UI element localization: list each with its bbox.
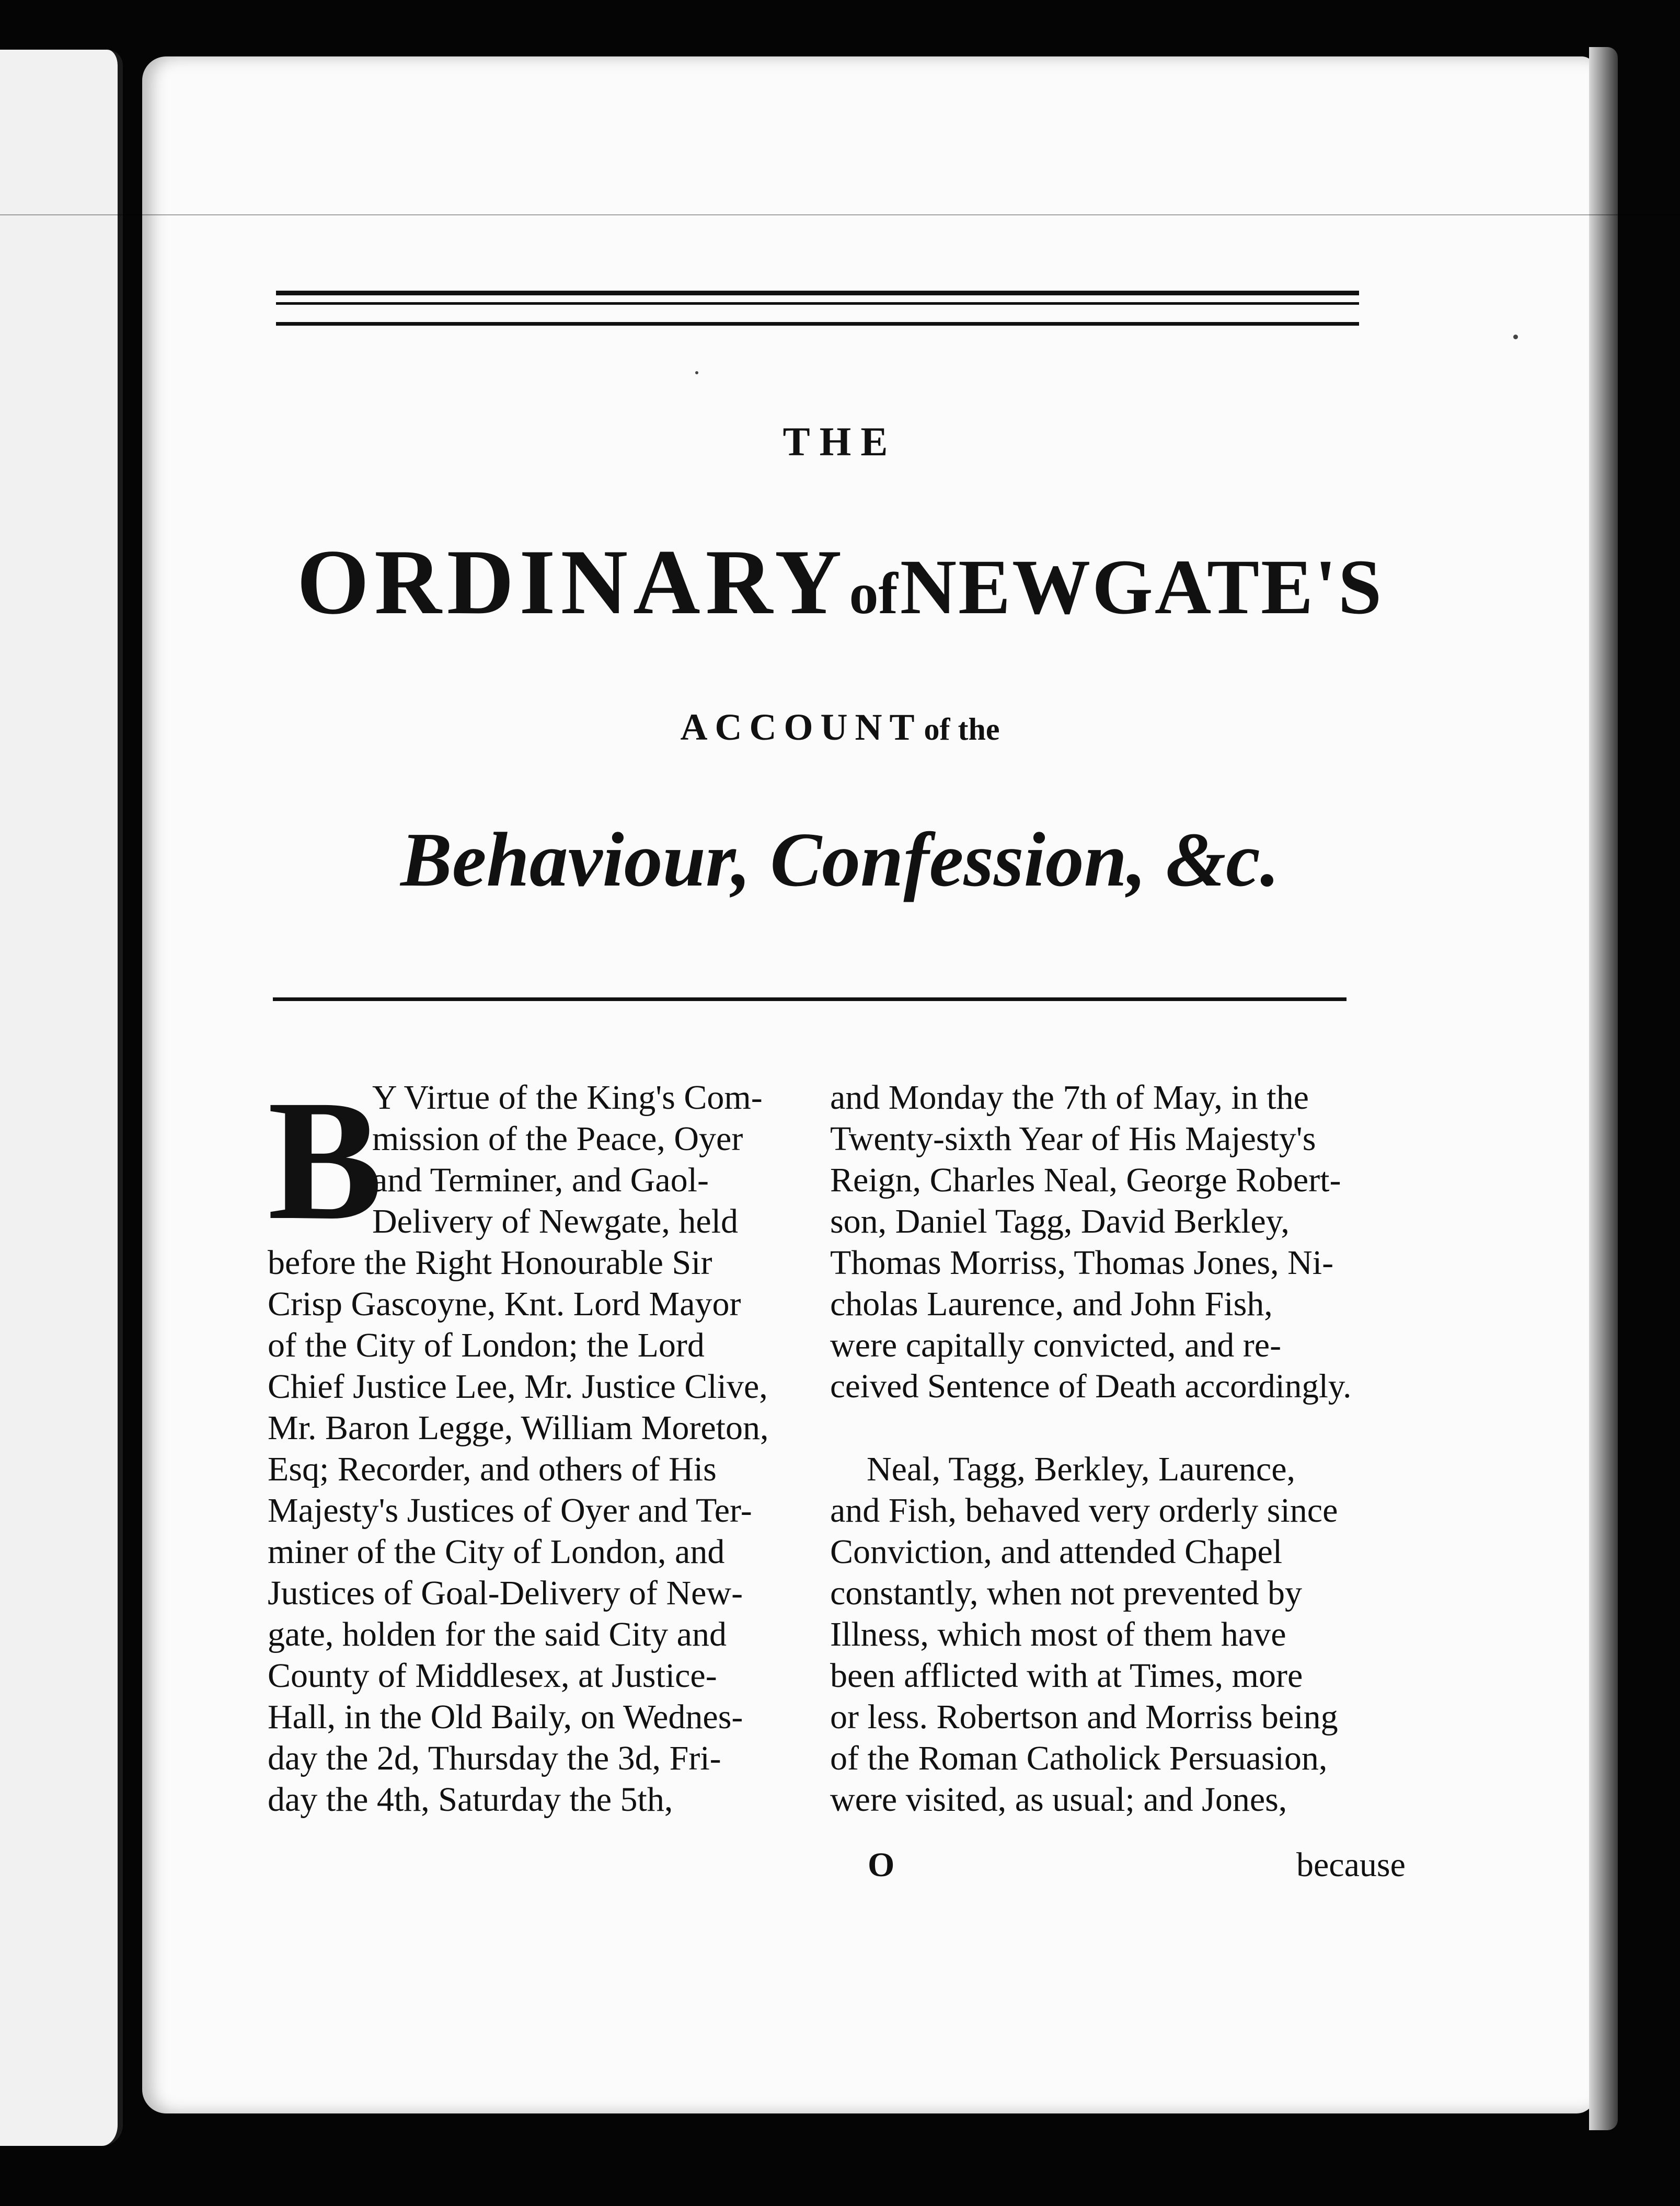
catchword: because bbox=[1296, 1846, 1406, 1884]
text-line: were visited, as usual; and Jones, bbox=[830, 1780, 1287, 1819]
text-line: or less. Robertson and Morriss being bbox=[830, 1698, 1338, 1736]
text-line: Twenty-sixth Year of His Majesty's bbox=[830, 1120, 1316, 1158]
text-line: Crisp Gascoyne, Knt. Lord Mayor bbox=[268, 1285, 741, 1323]
text-line: Conviction, and attended Chapel bbox=[830, 1533, 1283, 1571]
top-rule-thick bbox=[276, 291, 1359, 295]
title-newgates: NEWGATE'S bbox=[900, 544, 1384, 630]
title-of: of bbox=[849, 561, 898, 626]
facing-page-edge bbox=[0, 50, 123, 2146]
text-line: ceived Sentence of Death accordingly. bbox=[830, 1368, 1352, 1405]
ink-speck bbox=[695, 371, 698, 374]
text-line: Y Virtue of the King's Com- bbox=[372, 1078, 763, 1117]
signature-mark: O bbox=[868, 1846, 895, 1884]
text-line: Illness, which most of them have bbox=[830, 1615, 1286, 1653]
text-line: Neal, Tagg, Berkley, Laurence, bbox=[867, 1450, 1296, 1488]
text-line: day the 4th, Saturday the 5th, bbox=[268, 1780, 673, 1819]
text-line: gate, holden for the said City and bbox=[268, 1615, 727, 1653]
text-line: before the Right Honourable Sir bbox=[268, 1244, 712, 1282]
text-line: cholas Laurence, and John Fish, bbox=[830, 1285, 1273, 1323]
text-line: Delivery of Newgate, held bbox=[372, 1202, 739, 1240]
text-line: miner of the City of London, and bbox=[268, 1533, 725, 1571]
title-of-the: of the bbox=[924, 712, 1000, 746]
text-line: Hall, in the Old Baily, on Wednes- bbox=[268, 1698, 743, 1736]
top-rule-thin bbox=[276, 302, 1359, 305]
text-line: been afflicted with at Times, more bbox=[830, 1657, 1303, 1695]
text-line: mission of the Peace, Oyer bbox=[372, 1120, 743, 1158]
text-line: son, Daniel Tagg, David Berkley, bbox=[830, 1202, 1290, 1240]
right-column bbox=[830, 1077, 1359, 1820]
text-line: Reign, Charles Neal, George Robert- bbox=[830, 1161, 1341, 1199]
top-rule-lower bbox=[276, 322, 1359, 326]
title-subtitle: Behaviour, Confession, &c. bbox=[400, 817, 1280, 903]
text-line: of the Roman Catholick Persuasion, bbox=[830, 1739, 1328, 1777]
drop-cap: B bbox=[268, 1065, 383, 1256]
title-main bbox=[0, 528, 1680, 636]
ink-speck bbox=[1513, 335, 1518, 339]
text-line: were capitally convicted, and re- bbox=[830, 1326, 1282, 1364]
title-ordinary: ORDINARY bbox=[296, 530, 847, 634]
scan-line bbox=[0, 214, 1680, 215]
text-line: and Fish, behaved very orderly since bbox=[830, 1491, 1338, 1530]
section-rule bbox=[273, 997, 1347, 1001]
text-line: Chief Justice Lee, Mr. Justice Clive, bbox=[268, 1368, 768, 1406]
text-line: day the 2d, Thursday the 3d, Fri- bbox=[268, 1739, 721, 1777]
title-the: THE bbox=[783, 419, 897, 464]
text-line: Majesty's Justices of Oyer and Ter- bbox=[268, 1491, 752, 1530]
text-line: County of Middlesex, at Justice- bbox=[268, 1657, 717, 1695]
text-line: and Terminer, and Gaol- bbox=[372, 1161, 709, 1199]
left-column bbox=[268, 1065, 796, 1820]
text-line: Thomas Morriss, Thomas Jones, Ni- bbox=[830, 1244, 1334, 1282]
paragraph-gap bbox=[830, 1407, 1359, 1449]
text-line: constantly, when not prevented by bbox=[830, 1574, 1302, 1612]
text-line: of the City of London; the Lord bbox=[268, 1326, 705, 1364]
title-account-line bbox=[0, 706, 1680, 749]
title-account: ACCOUNT bbox=[680, 706, 922, 748]
text-line: Mr. Baron Legge, William Moreton, bbox=[268, 1409, 769, 1447]
text-line: Justices of Goal-Delivery of New- bbox=[268, 1574, 743, 1612]
page-stack-edge bbox=[1589, 47, 1618, 2130]
text-line: and Monday the 7th of May, in the bbox=[830, 1078, 1309, 1117]
text-line: Esq; Recorder, and others of His bbox=[268, 1450, 717, 1488]
